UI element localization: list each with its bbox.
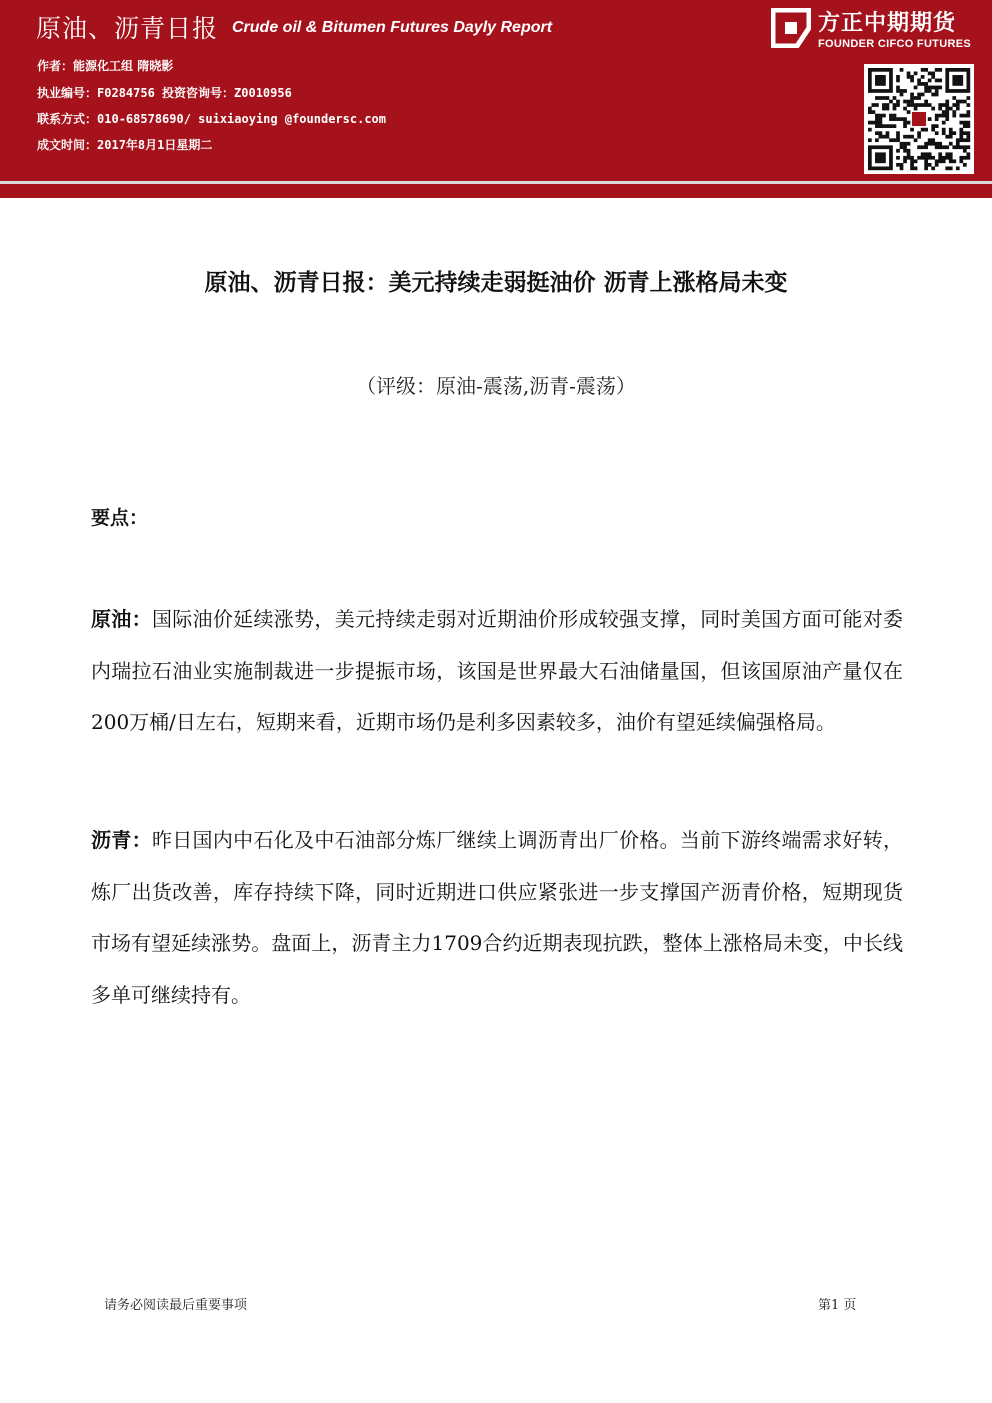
report-title: 原油、沥青日报：美元持续走弱挺油价 沥青上涨格局未变 bbox=[204, 270, 788, 296]
meta-license-label: 执业编号： bbox=[37, 86, 98, 100]
meta-author-value: 能源化工组 隋晓影 bbox=[73, 59, 174, 73]
meta-contact-label: 联系方式： bbox=[37, 112, 98, 126]
brand-name-cn: 方正中期期货 bbox=[818, 11, 957, 36]
meta-contact bbox=[37, 110, 637, 127]
header-title-cn: 原油、沥青日报 bbox=[36, 14, 219, 43]
keypoints-heading: 要点： bbox=[91, 507, 149, 529]
meta-contact-value: 010-68578690/ suixiaoying @foundersc.com bbox=[97, 112, 386, 126]
paragraph-text: 昨日国内中石化及中石油部分炼厂继续上调沥青出厂价格。当前下游终端需求好转，炼厂出货改善，库存持续下降，同时近期进口供应紧张进一步支撑国产沥青价格，短期现货市场有望延续涨势。盘面上，沥青主力1709合约近期表现抗跌，整体上涨格局未变，中长线多单可继续持有。 bbox=[91, 828, 904, 1007]
paragraph-lead: 沥青： bbox=[91, 828, 152, 852]
paragraph-text: 国际油价延续涨势，美元持续走弱对近期油价形成较强支撑，同时美国方面可能对委内瑞拉石油业实施制裁进一步提振市场，该国是世界最大石油储量国，但该国原油产量仅在200万桶/日左右，短期来看，近期市场仍是利多因素较多，油价有望延续偏强格局。 bbox=[91, 607, 904, 734]
meta-author bbox=[37, 57, 637, 74]
meta-license bbox=[37, 84, 637, 101]
paragraph-bitumen bbox=[91, 815, 903, 1021]
header-title-en: Crude oil & Bitumen Futures Dayly Report bbox=[232, 19, 553, 36]
meta-date-label: 成文时间： bbox=[37, 138, 98, 152]
paragraph-lead: 原油： bbox=[91, 607, 152, 631]
footer-page-number: 第1 页 bbox=[818, 1298, 857, 1313]
header-bottom-band bbox=[0, 184, 992, 198]
paragraph-crude-oil bbox=[91, 594, 903, 749]
footer-notice: 请务必阅读最后重要事项 bbox=[104, 1298, 248, 1313]
report-rating: （评级：原油-震荡,沥青-震荡） bbox=[356, 374, 636, 398]
qr-code-icon bbox=[864, 64, 974, 174]
meta-license-value: F0284756 投资咨询号：Z0010956 bbox=[97, 86, 292, 100]
meta-date bbox=[37, 136, 637, 153]
meta-date-value: 2017年8月1日星期二 bbox=[97, 138, 213, 152]
report-header bbox=[0, 0, 992, 181]
founder-logo-icon bbox=[771, 8, 811, 48]
brand-name-en: FOUNDER CIFCO FUTURES bbox=[818, 38, 971, 50]
meta-author-label: 作者： bbox=[37, 59, 74, 73]
